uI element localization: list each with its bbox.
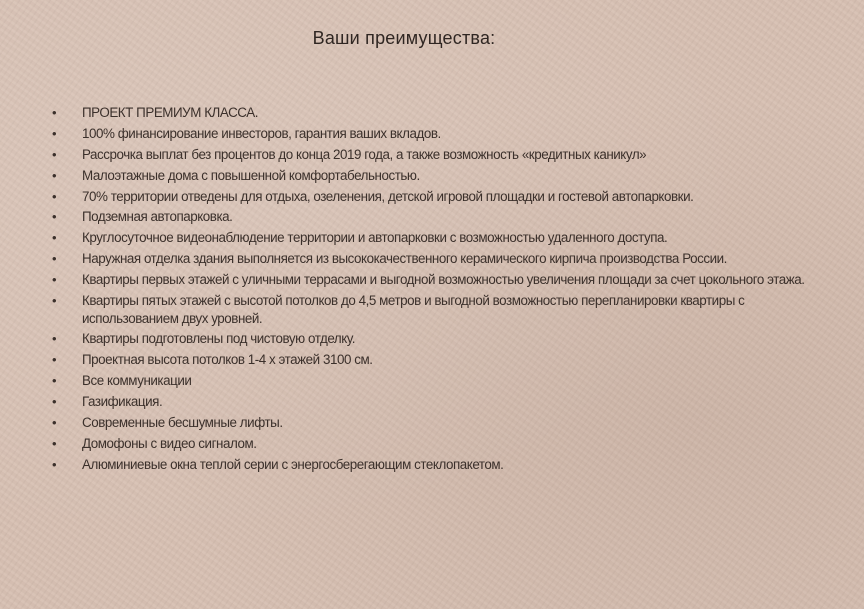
bullet-icon: • — [52, 209, 57, 225]
bullet-icon: • — [52, 230, 57, 246]
list-item — [52, 146, 832, 164]
bullet-icon: • — [52, 373, 57, 389]
list-item — [52, 167, 832, 185]
list-item-text: 100% финансирование инвесторов, гарантия ваших вкладов. — [82, 125, 441, 141]
list-item — [52, 104, 832, 122]
bullet-icon: • — [52, 331, 57, 347]
list-item — [52, 125, 832, 143]
list-item-text: Круглосуточное видеонаблюдение территории и автопарковки с возможностью удаленного доступа. — [82, 230, 668, 246]
bullet-icon: • — [52, 188, 57, 204]
list-item — [52, 456, 832, 474]
list-item — [52, 188, 832, 206]
advantages-list — [52, 104, 832, 477]
list-item-text: Квартиры подготовлены под чистовую отделку. — [82, 331, 355, 347]
list-item-text: Алюминиевые окна теплой серии с энергосберегающим стеклопакетом. — [82, 456, 504, 472]
list-item-text: Современные бесшумные лифты. — [82, 414, 283, 430]
list-item — [52, 393, 832, 411]
bullet-icon: • — [52, 167, 57, 183]
list-item — [52, 250, 832, 268]
list-item-text: Квартиры первых этажей с уличными террасами и выгодной возможностью увеличения площади за счет цокольного этажа. — [82, 272, 805, 288]
bullet-icon: • — [52, 293, 57, 309]
list-item — [52, 351, 832, 369]
list-item-text: Все коммуникации — [82, 373, 192, 389]
bullet-icon: • — [52, 272, 57, 288]
bullet-icon: • — [52, 394, 57, 410]
list-item — [52, 271, 832, 289]
bullet-icon: • — [52, 352, 57, 368]
bullet-icon: • — [52, 125, 57, 141]
list-item — [52, 229, 832, 247]
bullet-icon: • — [52, 105, 57, 120]
list-item — [52, 208, 832, 226]
page-title: Ваши преимущества: — [312, 28, 496, 48]
bullet-icon: • — [52, 146, 57, 162]
list-item — [52, 330, 832, 348]
list-item-text: ПРОЕКТ ПРЕМИУМ КЛАССА. — [82, 105, 258, 120]
list-item-text: 70% территории отведены для отдыха, озеленения, детской игровой площадки и гостевой автопарковки. — [82, 188, 694, 204]
bullet-icon: • — [52, 414, 57, 430]
bullet-icon: • — [52, 435, 57, 451]
list-item — [52, 414, 832, 432]
list-item — [52, 292, 832, 327]
list-item-text: Рассрочка выплат без процентов до конца 2019 года, а также возможность «кредитных каникул» — [82, 146, 647, 162]
bullet-icon: • — [52, 456, 57, 472]
list-item-text: Наружная отделка здания выполняется из высококачественного керамического кирпича производства России. — [82, 251, 727, 267]
list-item-text: Проектная высота потолков 1-4 х этажей 3100 см. — [82, 352, 373, 368]
list-item-text: Газификация. — [82, 394, 163, 410]
list-item-text: Малоэтажные дома с повышенной комфортабельностью. — [82, 167, 420, 183]
bullet-icon: • — [52, 251, 57, 267]
list-item-text: Подземная автопарковка. — [82, 209, 233, 225]
list-item-text: Домофоны с видео сигналом. — [82, 435, 257, 451]
list-item — [52, 435, 832, 453]
list-item-text: Квартиры пятых этажей с высотой потолков до 4,5 метров и выгодной возможностью перепланировки квартиры с использованием двух уровней. — [82, 293, 745, 326]
list-item — [52, 372, 832, 390]
